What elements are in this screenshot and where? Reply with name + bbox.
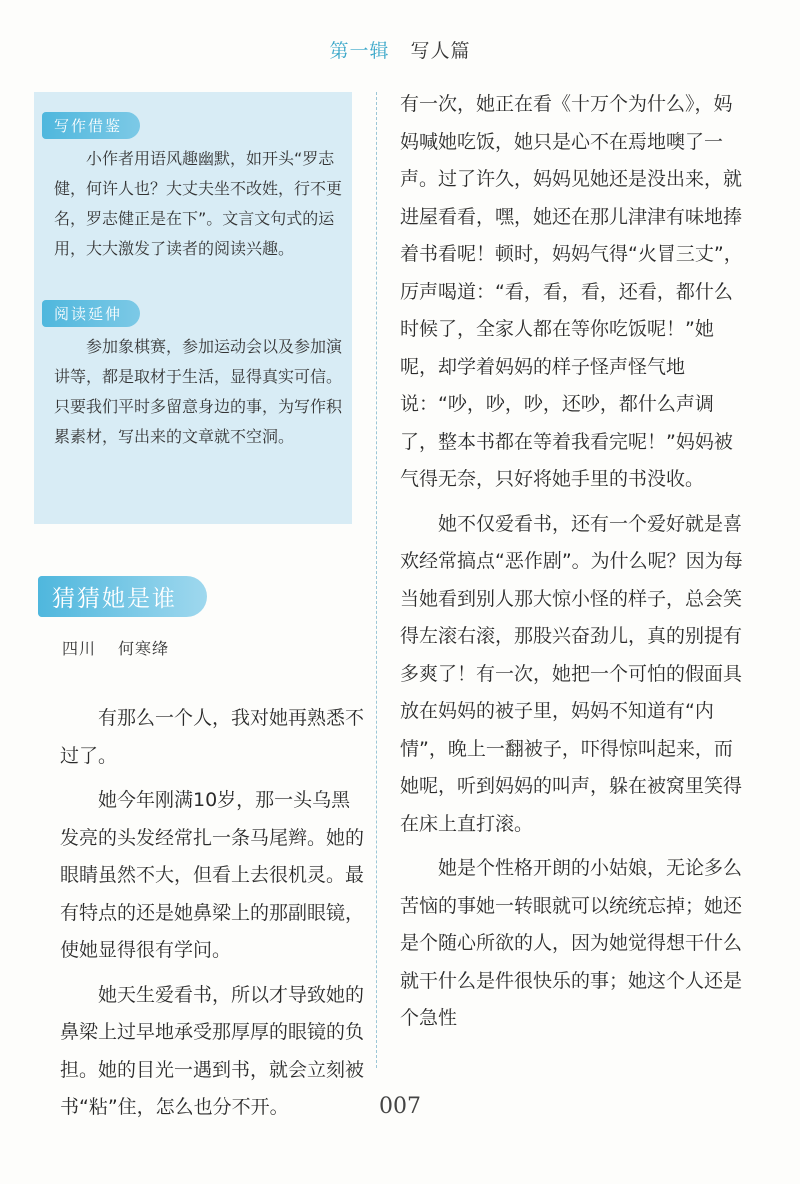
paragraph: 她今年刚满10岁，那一头乌黑发亮的头发经常扎一条马尾辫。她的眼睛虽然不大，但看上去很机灵。最有特点的还是她鼻梁上的那副眼镜，使她显得很有学问。 (60, 789, 365, 961)
column-divider (376, 92, 377, 1068)
paragraph: 有一次，她正在看《十万个为什么》，妈妈喊她吃饭，她只是心不在焉地噢了一声。过了许久，妈妈见她还是没出来，就进屋看看，嘿，她还在那儿津津有味地捧着书看呢！顿时，妈妈气得“火冒三丈”，厉声喝道：“看，看，看，还看，都什么时候了，全家人都在等你吃饭呢！”她呢，却学着妈妈的样子怪声怪气地说：“吵，吵，吵，还吵，都什么声调了，整本书都在等着我看完呢！”妈妈被气得无奈，只好将她手里的书没收。 (400, 93, 743, 490)
paragraph: 有那么一个人，我对她再熟悉不过了。 (60, 707, 365, 767)
left-column (60, 700, 366, 1134)
right-column (400, 86, 750, 1045)
paragraph: 她是个性格开朗的小姑娘，无论多么苦恼的事她一转眼就可以统统忘掉；她还是个随心所欲的人，因为她觉得想干什么就干什么是件很快乐的事；她这个人还是个急性 (400, 857, 743, 1029)
section-label: 写人篇 (410, 40, 471, 62)
commentary-panel (34, 92, 352, 524)
author-name: 何寒绛 (118, 639, 170, 658)
series-label: 第一辑 (329, 40, 390, 62)
reading-extension-text: 参加象棋赛，参加运动会以及参加演讲等，都是取材于生活，显得真实可信。只要我们平时多留意身边的事，为写作积累素材，写出来的文章就不空洞。 (54, 337, 343, 446)
reading-extension-tag: 阅读延伸 (42, 300, 140, 327)
running-header (0, 36, 800, 63)
paragraph: 她天生爱看书，所以才导致她的鼻梁上过早地承受那厚厚的眼镜的负担。她的目光一遇到书，就会立刻被书“粘”住，怎么也分不开。 (60, 983, 365, 1118)
author-region: 四川 (62, 639, 97, 658)
article-title: 猜猜她是谁 (38, 576, 207, 617)
byline (62, 636, 169, 659)
page-number: 007 (379, 1094, 421, 1119)
paragraph: 她不仅爱看书，还有一个爱好就是喜欢经常搞点“恶作剧”。为什么呢？因为每当她看到别人那大惊小怪的样子，总会笑得左滚右滚，那股兴奋劲儿，真的别提有多爽了！有一次，她把一个可怕的假面具放在妈妈的被子里，妈妈不知道有“内情”，晚上一翻被子，吓得惊叫起来，而她呢，听到妈妈的叫声，躲在被窝里笑得在床上直打滚。 (400, 512, 743, 835)
writing-reference-tag: 写作借鉴 (42, 112, 140, 139)
writing-reference-text: 小作者用语风趣幽默，如开头“罗志健，何许人也？大丈夫坐不改姓，行不更名，罗志健正是在下”。文言文句式的运用，大大激发了读者的阅读兴趣。 (54, 149, 343, 258)
